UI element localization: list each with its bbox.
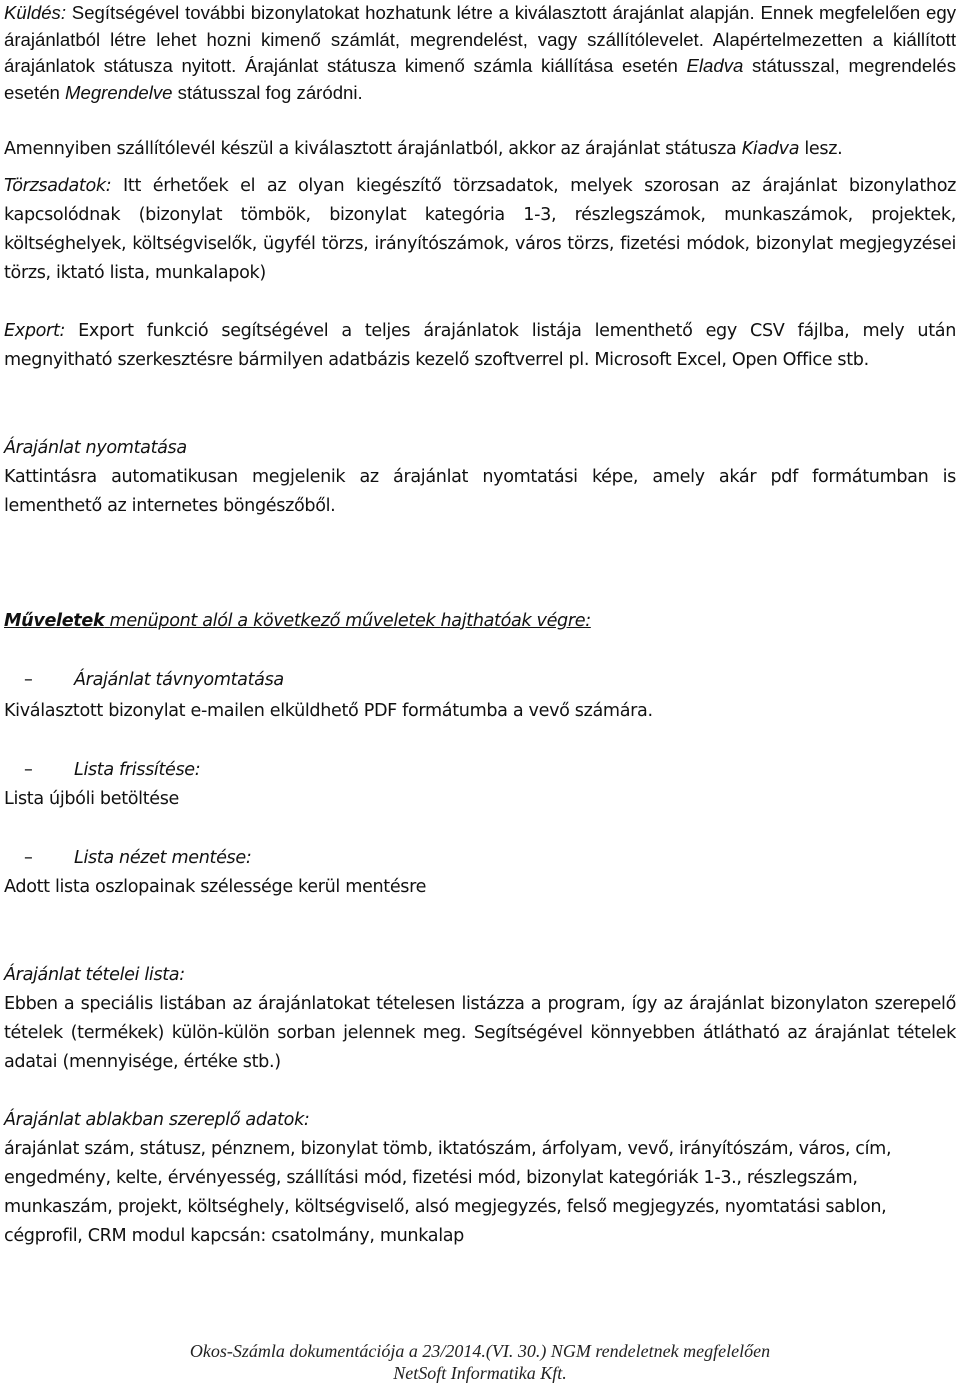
muveletek-rest: menüpont alól a következő műveletek hajthatóak végre:	[104, 611, 591, 631]
dash-3: –	[24, 848, 33, 868]
tetelei-label: Árajánlat tételei lista:	[4, 965, 185, 985]
kuldes-text-1: Segítségével további bizonylatokat hozhatunk létre a kiválasztott árajánlat alapján. Ennek megfelelően egy árajánlatból létre lehet hozni kimenő számlát, megrendelést, vagy szállítólevelet. Alapértelmezetten a kiállított árajánlatok státusza nyitott. Árajánlat státusza kimenő számla kiállítása esetén	[4, 2, 956, 76]
ablak-paragraph: árajánlat szám, státusz, pénznem, bizonylat tömb, iktatószám, árfolyam, vevő, irányítószám, város, cím, engedmény, kelte, érvényesség, szállítási mód, fizetési mód, bizonylat kategóriák 1-3., részlegszám, munkaszám, projekt, költséghely, költségviselő, alsó megjegyzés, felső megjegyzés, nyomtatási sablon, cégprofil, CRM modul kapcsán: csatolmány, munkalap	[4, 1139, 892, 1246]
kuldes-text-2: státusszal, megrendelés esetén	[4, 55, 956, 103]
muvelet-item-2	[4, 756, 956, 785]
nyomtatas-heading	[4, 434, 956, 463]
export-paragraph	[4, 317, 956, 375]
kiadva-text: Amennyiben szállítólevél készül a kiválasztott árajánlatból, akkor az árajánlat státusza	[4, 139, 742, 159]
ablak-label: Árajánlat ablakban szereplő adatok:	[4, 1110, 310, 1130]
dash-2: –	[24, 760, 33, 780]
muvelet-desc-2: Lista újbóli betöltése	[4, 789, 180, 809]
torzsadatok-paragraph	[4, 172, 956, 288]
kiadva-end: lesz.	[799, 139, 843, 159]
muvelet-item-3	[4, 844, 956, 873]
export-text: Export funkció segítségével a teljes árajánlatok listája lementhető egy CSV fájlba, mely után megnyitható szerkesztésre bármilyen adatbázis kezelő szoftverrel pl. Microsoft Excel, Open Office stb.	[4, 321, 956, 370]
status-kiadva: Kiadva	[741, 139, 800, 159]
tetelei-heading	[4, 961, 956, 990]
muvelet-desc-3: Adott lista oszlopainak szélessége kerül mentésre	[4, 877, 427, 897]
muveletek-bold: Műveletek	[4, 611, 105, 631]
muvelet-title-1: Árajánlat távnyomtatása	[74, 670, 284, 690]
muvelet-title-2: Lista frissítése:	[74, 760, 201, 780]
status-eladva: Eladva	[686, 55, 744, 76]
kuldes-text-3: státusszal fog záródni.	[172, 81, 363, 103]
muvelet-desc-1: Kiválasztott bizonylat e-mailen elküldhető PDF formátumba a vevő számára.	[4, 701, 653, 721]
nyomtatas-paragraph: Kattintásra automatikusan megjelenik az árajánlat nyomtatási képe, amely akár pdf formátumban is lementhető az internetes böngészőből.	[4, 467, 956, 516]
torzsadatok-label: Törzsadatok:	[4, 176, 112, 196]
footer-line-2: NetSoft Informatika Kft.	[393, 1363, 567, 1383]
ablak-heading	[4, 1106, 956, 1135]
kuldes-label: Küldés:	[4, 2, 67, 23]
export-label: Export:	[4, 321, 66, 341]
torzsadatok-text: Itt érhetőek el az olyan kiegészítő törzsadatok, melyek szorosan az árajánlat bizonylathoz kapcsolódnak (bizonylat tömbök, bizonylat kategória 1-3, részlegszámok, munkaszámok, projektek, költséghelyek, költségviselők, ügyfél törzs, irányítószámok, város törzs, fizetési módok, bizonylat megjegyzései törzs, iktató lista, munkalapok)	[4, 176, 956, 283]
status-megrendelve: Megrendelve	[65, 81, 173, 103]
footer	[0, 1340, 960, 1384]
kuldes-paragraph	[4, 0, 956, 106]
muveletek-heading	[4, 607, 956, 636]
tetelei-paragraph: Ebben a speciális listában az árajánlatokat tételesen listázza a program, így az árajánlat bizonylaton szerepelő tételek (termékek) külön-külön sorban jelennek meg. Segítségével könnyebben átlátható az árajánlat tételek adatai (mennyisége, értéke stb.)	[4, 994, 956, 1072]
nyomtatas-label: Árajánlat nyomtatása	[4, 438, 187, 458]
dash-1: –	[24, 670, 33, 690]
muveletek-heading-text	[4, 611, 591, 631]
muvelet-title-3: Lista nézet mentése:	[74, 848, 252, 868]
muvelet-item-1	[4, 666, 956, 695]
kiadva-paragraph	[4, 135, 956, 164]
footer-line-1: Okos-Számla dokumentációja a 23/2014.(VI. 30.) NGM rendeletnek megfelelően	[189, 1341, 771, 1361]
